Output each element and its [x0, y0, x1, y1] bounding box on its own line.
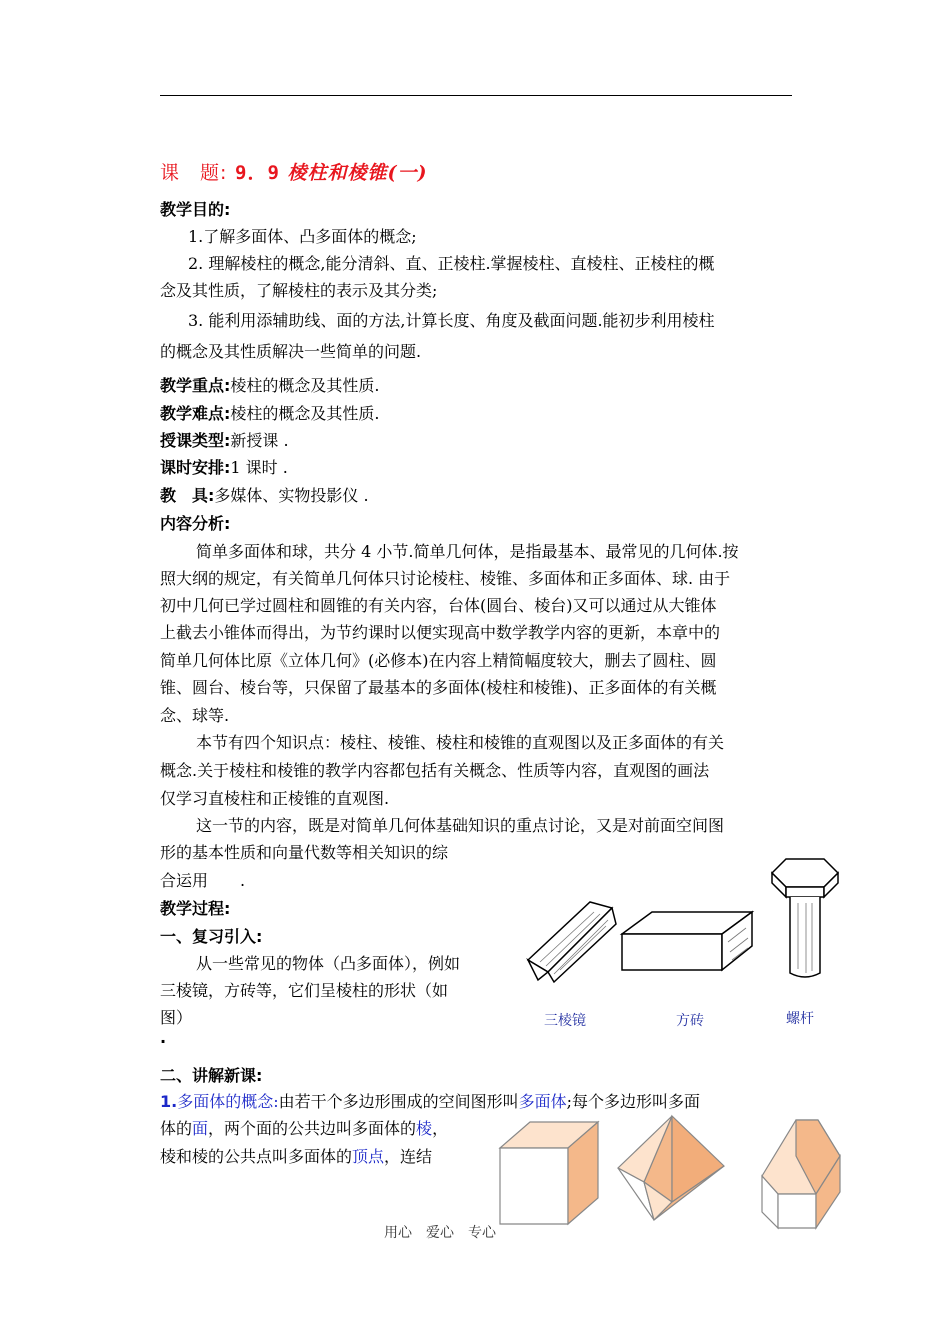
- definition-number: 1.: [160, 1092, 178, 1111]
- difficult-point-label: 教学难点:: [160, 404, 231, 423]
- objectives-heading: 教学目的:: [160, 200, 231, 219]
- key-point-value: 棱柱的概念及其性质.: [230, 376, 380, 395]
- caption-brick: 方砖: [676, 1013, 704, 1029]
- title-number: 9．9: [235, 162, 280, 184]
- review-l3: 图）: [160, 1008, 193, 1027]
- analysis-p2-l3: 仅学习直棱柱和正棱锥的直观图.: [160, 789, 390, 808]
- objective-2b: 念及其性质，了解棱柱的表示及其分类;: [160, 281, 438, 300]
- review-heading: 一、复习引入:: [160, 927, 263, 946]
- objective-2a: 2. 理解棱柱的概念,能分清斜、直、正棱柱.掌握棱柱、直棱柱、正棱柱的概: [188, 254, 715, 273]
- analysis-p1-l3: 初中几何已学过圆柱和圆锥的有关内容，台体(圆台、棱台)又可以通过从大锥体: [160, 596, 717, 615]
- new-lesson-heading: 二、讲解新课:: [160, 1066, 263, 1085]
- definition-text-7: ，连结: [384, 1147, 433, 1166]
- lesson-type: [160, 429, 289, 453]
- definition-line-2: [160, 1117, 448, 1141]
- process-heading: 教学过程:: [160, 899, 231, 918]
- definition-term: 多面体的概念:: [177, 1092, 279, 1111]
- brick-figure: [618, 906, 758, 978]
- analysis-p1-l7: 念、球等.: [160, 706, 230, 725]
- definition-text-4: ，两个面的公共边叫多面体的: [208, 1119, 417, 1138]
- key-point: [160, 374, 380, 398]
- analysis-heading: 内容分析:: [160, 514, 231, 533]
- title-label: 课 题:: [160, 162, 228, 184]
- analysis-p3-l2: 形的基本性质和向量代数等相关知识的综: [160, 843, 449, 862]
- lesson-hours-value: 1 课时 .: [230, 458, 288, 477]
- definition-text-6: 棱和棱的公共点叫多面体的: [160, 1147, 353, 1166]
- analysis-p3-l1: 这一节的内容，既是对简单几何体基础知识的重点讨论，又是对前面空间图: [196, 816, 725, 835]
- octahedron-figure: [614, 1112, 730, 1228]
- analysis-p1-l5: 简单几何体比原《立体几何》(必修本)在内容上精简幅度较大，删去了圆柱、圆: [160, 651, 717, 670]
- lesson-type-label: 授课类型:: [160, 431, 231, 450]
- teaching-tools-label: 教 具:: [160, 486, 215, 505]
- analysis-p2-l2: 概念.关于棱柱和棱锥的教学内容都包括有关概念、性质等内容，直观图的画法: [160, 761, 710, 780]
- lesson-hours: [160, 456, 288, 480]
- review-l2: 三棱镜，方砖等，它们呈棱柱的形状（如: [160, 981, 449, 1000]
- definition-term-polyhedron: 多面体: [518, 1092, 567, 1111]
- bolt-figure: [766, 855, 846, 985]
- prism-figure: [520, 890, 630, 990]
- definition-line-3: [160, 1145, 432, 1169]
- definition-text-5: ，: [432, 1119, 449, 1138]
- cube-figure: [496, 1118, 602, 1228]
- definition-term-vertex: 顶点: [352, 1147, 385, 1166]
- footer-motto: 用心 爱心 专心: [384, 1225, 496, 1241]
- review-end: .: [160, 1028, 167, 1047]
- lesson-type-value: 新授课 .: [230, 431, 289, 450]
- objective-3b: 的概念及其性质解决一些简单的问题.: [160, 342, 422, 361]
- analysis-p1-l2: 照大纲的规定，有关简单几何体只讨论棱柱、棱锥、多面体和正多面体、球. 由于: [160, 569, 731, 588]
- analysis-p1-l6: 锥、圆台、棱台等，只保留了最基本的多面体(棱柱和棱锥)、正多面体的有关概: [160, 678, 717, 697]
- lesson-hours-label: 课时安排:: [160, 458, 231, 477]
- title-name: 棱柱和棱锥(一): [287, 162, 428, 184]
- definition-text-1: 由若干个多边形围成的空间图形叫: [278, 1092, 519, 1111]
- analysis-p2-l1: 本节有四个知识点：棱柱、棱锥、棱柱和棱锥的直观图以及正多面体的有关: [196, 733, 725, 752]
- objective-3a: 3. 能利用添辅助线、面的方法,计算长度、角度及截面问题.能初步利用棱柱: [188, 311, 715, 330]
- difficult-point: [160, 402, 380, 426]
- caption-bolt: 螺杆: [786, 1011, 814, 1027]
- teaching-tools: [160, 484, 369, 508]
- teaching-tools-value: 多媒体、实物投影仪 .: [214, 486, 369, 505]
- header-rule: [160, 95, 792, 96]
- definition-term-edge: 棱: [416, 1119, 433, 1138]
- lesson-title: [160, 160, 428, 186]
- analysis-p3-l3: 合运用 .: [160, 871, 246, 890]
- definition-line-1: [160, 1090, 700, 1114]
- definition-term-face: 面: [192, 1119, 209, 1138]
- objective-1: 1.了解多面体、凸多面体的概念;: [188, 227, 417, 246]
- analysis-p1-l4: 上截去小锥体而得出，为节约课时以便实现高中数学教学内容的更新，本章中的: [160, 623, 721, 642]
- analysis-p1-l1: 简单多面体和球，共分 4 小节.简单几何体，是指最基本、最常见的几何体.按: [196, 542, 739, 561]
- pentagonal-prism-figure: [756, 1116, 846, 1230]
- difficult-point-value: 棱柱的概念及其性质.: [230, 404, 380, 423]
- key-point-label: 教学重点:: [160, 376, 231, 395]
- definition-text-2: ;每个多边形叫多面: [566, 1092, 701, 1111]
- caption-prism: 三棱镜: [544, 1013, 586, 1029]
- definition-text-3: 体的: [160, 1119, 193, 1138]
- review-l1: 从一些常见的物体（凸多面体），例如: [196, 954, 461, 973]
